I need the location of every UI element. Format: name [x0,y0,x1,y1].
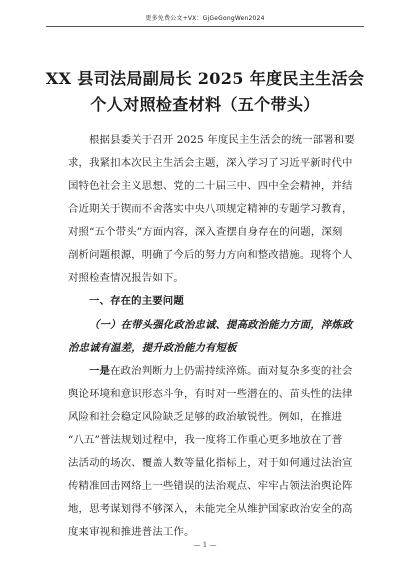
subsection-heading-line: 治忠诚有温差，提升政治能力有短板 [68,342,237,354]
document-title-line-2: 个人对照检查材料（五个带头） [90,95,320,114]
paragraph-line: 度来审视和推进普法工作。 [68,526,195,538]
header-divider [46,26,364,27]
intro-line: 国特色社会主义思想、党的二十届三中、四中全会精神，并结 [68,180,353,192]
intro-line: 剖析问题根源，明确了今后的努力方向和整改措施。现将个人 [68,249,353,261]
intro-line: 合近期关于锲而不舍落实中央八项规定精神的专题学习教育， [68,203,353,215]
paragraph-line: “八五”普法规划过程中，我一度将工作重心更多地放在了普 [68,434,343,446]
paragraph-text: 在政治判断力上仍需持续淬炼。面对复杂多变的社会 [110,365,353,377]
subsection-heading-line: （一）在带头强化政治忠诚、提高政治能力方面，淬炼政 [89,319,353,331]
header-note: 更多免费公文+VX：GjGeGongWen2024 [145,15,265,22]
section-heading: 一、存在的主要问题 [89,295,184,307]
paragraph-line: 风险和社会稳定风险缺乏足够的政治敏锐性。例如，在推进 [68,411,343,423]
intro-line: 对照检查情况报告如下。 [68,272,184,284]
document-title-line-1: XX 县司法局副局长 2025 年度民主生活会 [45,69,365,88]
intro-line: 对照“五个带头”方面内容，深入查摆自身存在的问题，深刻 [68,226,343,238]
page-number: — 1 — [193,541,217,549]
paragraph-line: 传精准回击网络上一些错误的法治观点、牢牢占领法治舆论阵 [68,480,353,492]
paragraph-line: 地，思考谋划得不够深入，未能完全从维护国家政治安全的高 [68,503,353,515]
paragraph-line [89,362,353,377]
intro-line: 求，我紧扣本次民主生活会主题，深入学习了习近平新时代中 [68,157,353,169]
intro-line: 根据县委关于召开 2025 年度民主生活会的统一部署和要 [89,134,355,146]
paragraph-line: 法活动的场次、覆盖人数等量化指标上，对于如何通过法治宣 [68,457,353,469]
paragraph-line: 舆论环境和意识形态斗争，有时对一些潜在的、苗头性的法律 [68,388,353,400]
paragraph-lead: 一是 [89,365,111,377]
